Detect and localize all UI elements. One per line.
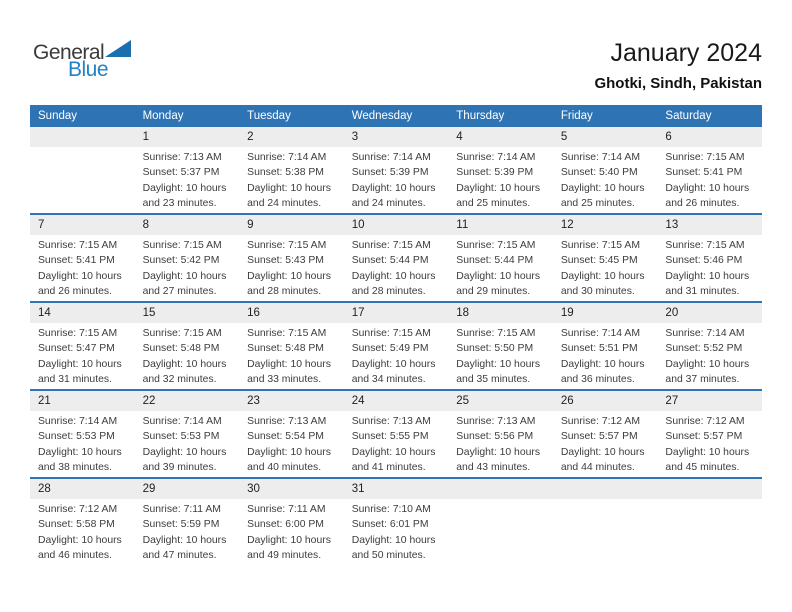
sunset-text: Sunset: 5:54 PM <box>247 431 324 443</box>
day-number-band <box>30 479 762 499</box>
sunrise-text: Sunrise: 7:13 AM <box>351 416 431 427</box>
sunrise-text: Sunrise: 7:12 AM <box>38 504 118 515</box>
sunrise-text: Sunrise: 7:15 AM <box>247 328 327 339</box>
day-cell-details <box>657 323 762 389</box>
sunrise-text: Sunrise: 7:15 AM <box>456 240 536 251</box>
day-cell-details <box>239 411 344 477</box>
daylight-text: Daylight: 10 hours and 47 minutes. <box>142 534 227 562</box>
day-cell-details <box>553 235 658 301</box>
logo-text-blue: Blue <box>68 58 109 81</box>
sunset-text: Sunset: 5:39 PM <box>456 167 534 179</box>
day-number-band <box>30 303 762 323</box>
daylight-text: Daylight: 10 hours and 24 minutes. <box>351 182 436 210</box>
sunrise-text: Sunrise: 7:12 AM <box>665 416 745 427</box>
day-cell-details <box>553 147 658 213</box>
week-row <box>30 213 762 301</box>
sunset-text: Sunset: 5:46 PM <box>665 255 743 267</box>
day-cell-details <box>135 235 240 301</box>
day-cell-details <box>239 235 344 301</box>
day-details-band <box>30 323 762 389</box>
sunrise-text: Sunrise: 7:15 AM <box>142 328 222 339</box>
day-number: 18 <box>456 307 470 319</box>
day-number: 2 <box>247 131 254 143</box>
day-number: 15 <box>142 307 156 319</box>
day-cell-details <box>135 499 240 565</box>
sunrise-text: Sunrise: 7:14 AM <box>665 328 745 339</box>
sunset-text: Sunset: 5:57 PM <box>560 431 638 443</box>
day-cell-details <box>344 411 449 477</box>
daylight-text: Daylight: 10 hours and 49 minutes. <box>247 534 331 562</box>
day-number: 31 <box>351 483 365 495</box>
day-cell-details <box>30 235 135 301</box>
sunrise-text: Sunrise: 7:13 AM <box>247 416 327 427</box>
day-number: 17 <box>351 307 365 319</box>
day-cell-details <box>135 411 240 477</box>
daylight-text: Daylight: 10 hours and 33 minutes. <box>247 358 331 386</box>
sunset-text: Sunset: 5:39 PM <box>351 167 429 179</box>
daylight-text: Daylight: 10 hours and 35 minutes. <box>456 358 541 386</box>
sunset-text: Sunset: 5:48 PM <box>142 343 220 355</box>
sunset-text: Sunset: 5:56 PM <box>456 431 534 443</box>
daylight-text: Daylight: 10 hours and 31 minutes. <box>38 358 122 386</box>
day-details-band <box>30 147 762 213</box>
sunset-text: Sunset: 5:47 PM <box>38 343 115 355</box>
logo-text-general: General <box>33 41 105 64</box>
week-row <box>30 477 762 565</box>
daylight-text: Daylight: 10 hours and 24 minutes. <box>247 182 331 210</box>
day-cell-details <box>135 323 240 389</box>
day-number-band <box>30 215 762 235</box>
daylight-text: Daylight: 10 hours and 29 minutes. <box>456 270 541 298</box>
day-number: 24 <box>351 395 365 407</box>
sunrise-text: Sunrise: 7:11 AM <box>142 504 221 515</box>
day-number: 16 <box>247 307 260 319</box>
day-number: 14 <box>38 307 51 319</box>
day-number: 12 <box>560 219 574 231</box>
weekday-header-thursday: Thursday <box>456 110 505 122</box>
sunrise-text: Sunrise: 7:14 AM <box>456 152 536 163</box>
daylight-text: Daylight: 10 hours and 46 minutes. <box>38 534 122 562</box>
day-cell-details <box>553 499 658 565</box>
sunrise-text: Sunrise: 7:15 AM <box>665 240 745 251</box>
day-number: 29 <box>142 483 156 495</box>
day-number: 5 <box>560 131 568 143</box>
day-cell-details <box>448 147 553 213</box>
daylight-text: Daylight: 10 hours and 44 minutes. <box>560 446 645 474</box>
sunset-text: Sunset: 5:37 PM <box>142 167 220 179</box>
day-number: 8 <box>142 219 149 231</box>
weekday-header-saturday: Saturday <box>665 110 712 122</box>
daylight-text: Daylight: 10 hours and 39 minutes. <box>142 446 227 474</box>
day-cell-details <box>657 147 762 213</box>
day-number: 26 <box>560 395 574 407</box>
day-number: 27 <box>665 395 679 407</box>
day-number: 30 <box>247 483 260 495</box>
sunset-text: Sunset: 5:53 PM <box>142 431 220 443</box>
day-cell-details <box>30 147 135 213</box>
day-details-band <box>30 235 762 301</box>
weekday-header-row <box>30 105 762 127</box>
day-number: 3 <box>351 131 359 143</box>
sunrise-text: Sunrise: 7:15 AM <box>351 328 431 339</box>
sunrise-text: Sunrise: 7:15 AM <box>38 328 118 339</box>
day-cell-details <box>239 323 344 389</box>
day-details-band <box>30 499 762 565</box>
daylight-text: Daylight: 10 hours and 40 minutes. <box>247 446 331 474</box>
daylight-text: Daylight: 10 hours and 23 minutes. <box>142 182 227 210</box>
sunset-text: Sunset: 5:55 PM <box>351 431 429 443</box>
sunset-text: Sunset: 6:01 PM <box>351 519 429 531</box>
day-cell-details <box>657 411 762 477</box>
sunset-text: Sunset: 5:44 PM <box>351 255 429 267</box>
daylight-text: Daylight: 10 hours and 41 minutes. <box>351 446 436 474</box>
week-row <box>30 127 762 213</box>
day-cell-details <box>135 147 240 213</box>
day-number: 28 <box>38 483 51 495</box>
sunset-text: Sunset: 5:50 PM <box>456 343 534 355</box>
day-cell-details <box>30 499 135 565</box>
daylight-text: Daylight: 10 hours and 25 minutes. <box>456 182 541 210</box>
sunrise-text: Sunrise: 7:11 AM <box>247 504 326 515</box>
week-row <box>30 389 762 477</box>
day-cell-details <box>448 235 553 301</box>
day-cell-details <box>657 499 762 565</box>
sunrise-text: Sunrise: 7:15 AM <box>38 240 118 251</box>
day-number: 13 <box>665 219 679 231</box>
sunset-text: Sunset: 5:41 PM <box>665 167 743 179</box>
sunset-text: Sunset: 5:51 PM <box>560 343 638 355</box>
day-cell-details <box>448 323 553 389</box>
sunset-text: Sunset: 5:59 PM <box>142 519 220 531</box>
daylight-text: Daylight: 10 hours and 27 minutes. <box>142 270 227 298</box>
sunrise-text: Sunrise: 7:15 AM <box>351 240 431 251</box>
daylight-text: Daylight: 10 hours and 34 minutes. <box>351 358 436 386</box>
day-cell-details <box>344 235 449 301</box>
day-cell-details <box>448 411 553 477</box>
sunset-text: Sunset: 5:44 PM <box>456 255 534 267</box>
daylight-text: Daylight: 10 hours and 28 minutes. <box>351 270 436 298</box>
day-number: 7 <box>38 219 45 231</box>
daylight-text: Daylight: 10 hours and 38 minutes. <box>38 446 122 474</box>
sunrise-text: Sunrise: 7:15 AM <box>456 328 536 339</box>
weekday-header-monday: Monday <box>142 110 184 122</box>
day-number: 23 <box>247 395 260 407</box>
sunrise-text: Sunrise: 7:14 AM <box>247 152 327 163</box>
weekday-header-friday: Friday <box>560 110 593 122</box>
sunset-text: Sunset: 5:40 PM <box>560 167 638 179</box>
day-number: 9 <box>247 219 254 231</box>
day-number: 11 <box>456 219 469 231</box>
sunset-text: Sunset: 6:00 PM <box>247 519 324 531</box>
day-details-band <box>30 411 762 477</box>
daylight-text: Daylight: 10 hours and 37 minutes. <box>665 358 750 386</box>
sunset-text: Sunset: 5:53 PM <box>38 431 115 443</box>
sunrise-text: Sunrise: 7:15 AM <box>142 240 222 251</box>
weekday-header-tuesday: Tuesday <box>247 110 291 122</box>
logo-triangle-icon <box>105 40 131 61</box>
day-number: 19 <box>560 307 574 319</box>
day-number: 25 <box>456 395 470 407</box>
sunset-text: Sunset: 5:43 PM <box>247 255 324 267</box>
weekday-header-sunday: Sunday <box>38 110 78 122</box>
page-subtitle-location: Ghotki, Sindh, Pakistan <box>594 75 762 92</box>
sunrise-text: Sunrise: 7:14 AM <box>560 328 640 339</box>
day-cell-details <box>344 147 449 213</box>
daylight-text: Daylight: 10 hours and 36 minutes. <box>560 358 645 386</box>
sunrise-text: Sunrise: 7:13 AM <box>142 152 222 163</box>
day-number: 21 <box>38 395 51 407</box>
sunrise-text: Sunrise: 7:12 AM <box>560 416 640 427</box>
daylight-text: Daylight: 10 hours and 32 minutes. <box>142 358 227 386</box>
daylight-text: Daylight: 10 hours and 50 minutes. <box>351 534 436 562</box>
sunset-text: Sunset: 5:57 PM <box>665 431 743 443</box>
daylight-text: Daylight: 10 hours and 28 minutes. <box>247 270 331 298</box>
day-number: 22 <box>142 395 156 407</box>
week-row <box>30 301 762 389</box>
day-cell-details <box>553 411 658 477</box>
sunrise-text: Sunrise: 7:15 AM <box>665 152 745 163</box>
sunrise-text: Sunrise: 7:14 AM <box>142 416 222 427</box>
day-number-band <box>30 391 762 411</box>
daylight-text: Daylight: 10 hours and 25 minutes. <box>560 182 645 210</box>
sunset-text: Sunset: 5:52 PM <box>665 343 743 355</box>
sunset-text: Sunset: 5:38 PM <box>247 167 324 179</box>
sunrise-text: Sunrise: 7:10 AM <box>351 504 431 515</box>
day-cell-details <box>30 323 135 389</box>
sunset-text: Sunset: 5:49 PM <box>351 343 429 355</box>
day-number-band <box>30 127 762 147</box>
daylight-text: Daylight: 10 hours and 26 minutes. <box>665 182 750 210</box>
day-number: 10 <box>351 219 365 231</box>
day-cell-details <box>553 323 658 389</box>
calendar-weeks <box>30 127 762 565</box>
sunset-text: Sunset: 5:42 PM <box>142 255 220 267</box>
sunrise-text: Sunrise: 7:15 AM <box>247 240 327 251</box>
day-number: 1 <box>142 131 149 143</box>
sunset-text: Sunset: 5:58 PM <box>38 519 115 531</box>
day-cell-details <box>344 499 449 565</box>
sunrise-text: Sunrise: 7:14 AM <box>38 416 118 427</box>
day-cell-details <box>344 323 449 389</box>
day-number: 20 <box>665 307 679 319</box>
sunset-text: Sunset: 5:48 PM <box>247 343 324 355</box>
general-blue-logo <box>33 40 143 80</box>
calendar <box>30 105 762 565</box>
weekday-header-wednesday: Wednesday <box>351 110 413 122</box>
daylight-text: Daylight: 10 hours and 26 minutes. <box>38 270 122 298</box>
page-title: January 2024 <box>610 39 762 67</box>
day-cell-details <box>239 147 344 213</box>
daylight-text: Daylight: 10 hours and 43 minutes. <box>456 446 541 474</box>
sunrise-text: Sunrise: 7:15 AM <box>560 240 640 251</box>
day-cell-details <box>448 499 553 565</box>
day-cell-details <box>239 499 344 565</box>
day-number: 4 <box>456 131 463 143</box>
sunrise-text: Sunrise: 7:14 AM <box>351 152 431 163</box>
day-number: 6 <box>665 131 672 143</box>
daylight-text: Daylight: 10 hours and 31 minutes. <box>665 270 750 298</box>
daylight-text: Daylight: 10 hours and 45 minutes. <box>665 446 750 474</box>
daylight-text: Daylight: 10 hours and 30 minutes. <box>560 270 645 298</box>
day-cell-details <box>30 411 135 477</box>
day-cell-details <box>657 235 762 301</box>
sunset-text: Sunset: 5:45 PM <box>560 255 638 267</box>
sunrise-text: Sunrise: 7:14 AM <box>560 152 640 163</box>
sunrise-text: Sunrise: 7:13 AM <box>456 416 536 427</box>
sunset-text: Sunset: 5:41 PM <box>38 255 115 267</box>
